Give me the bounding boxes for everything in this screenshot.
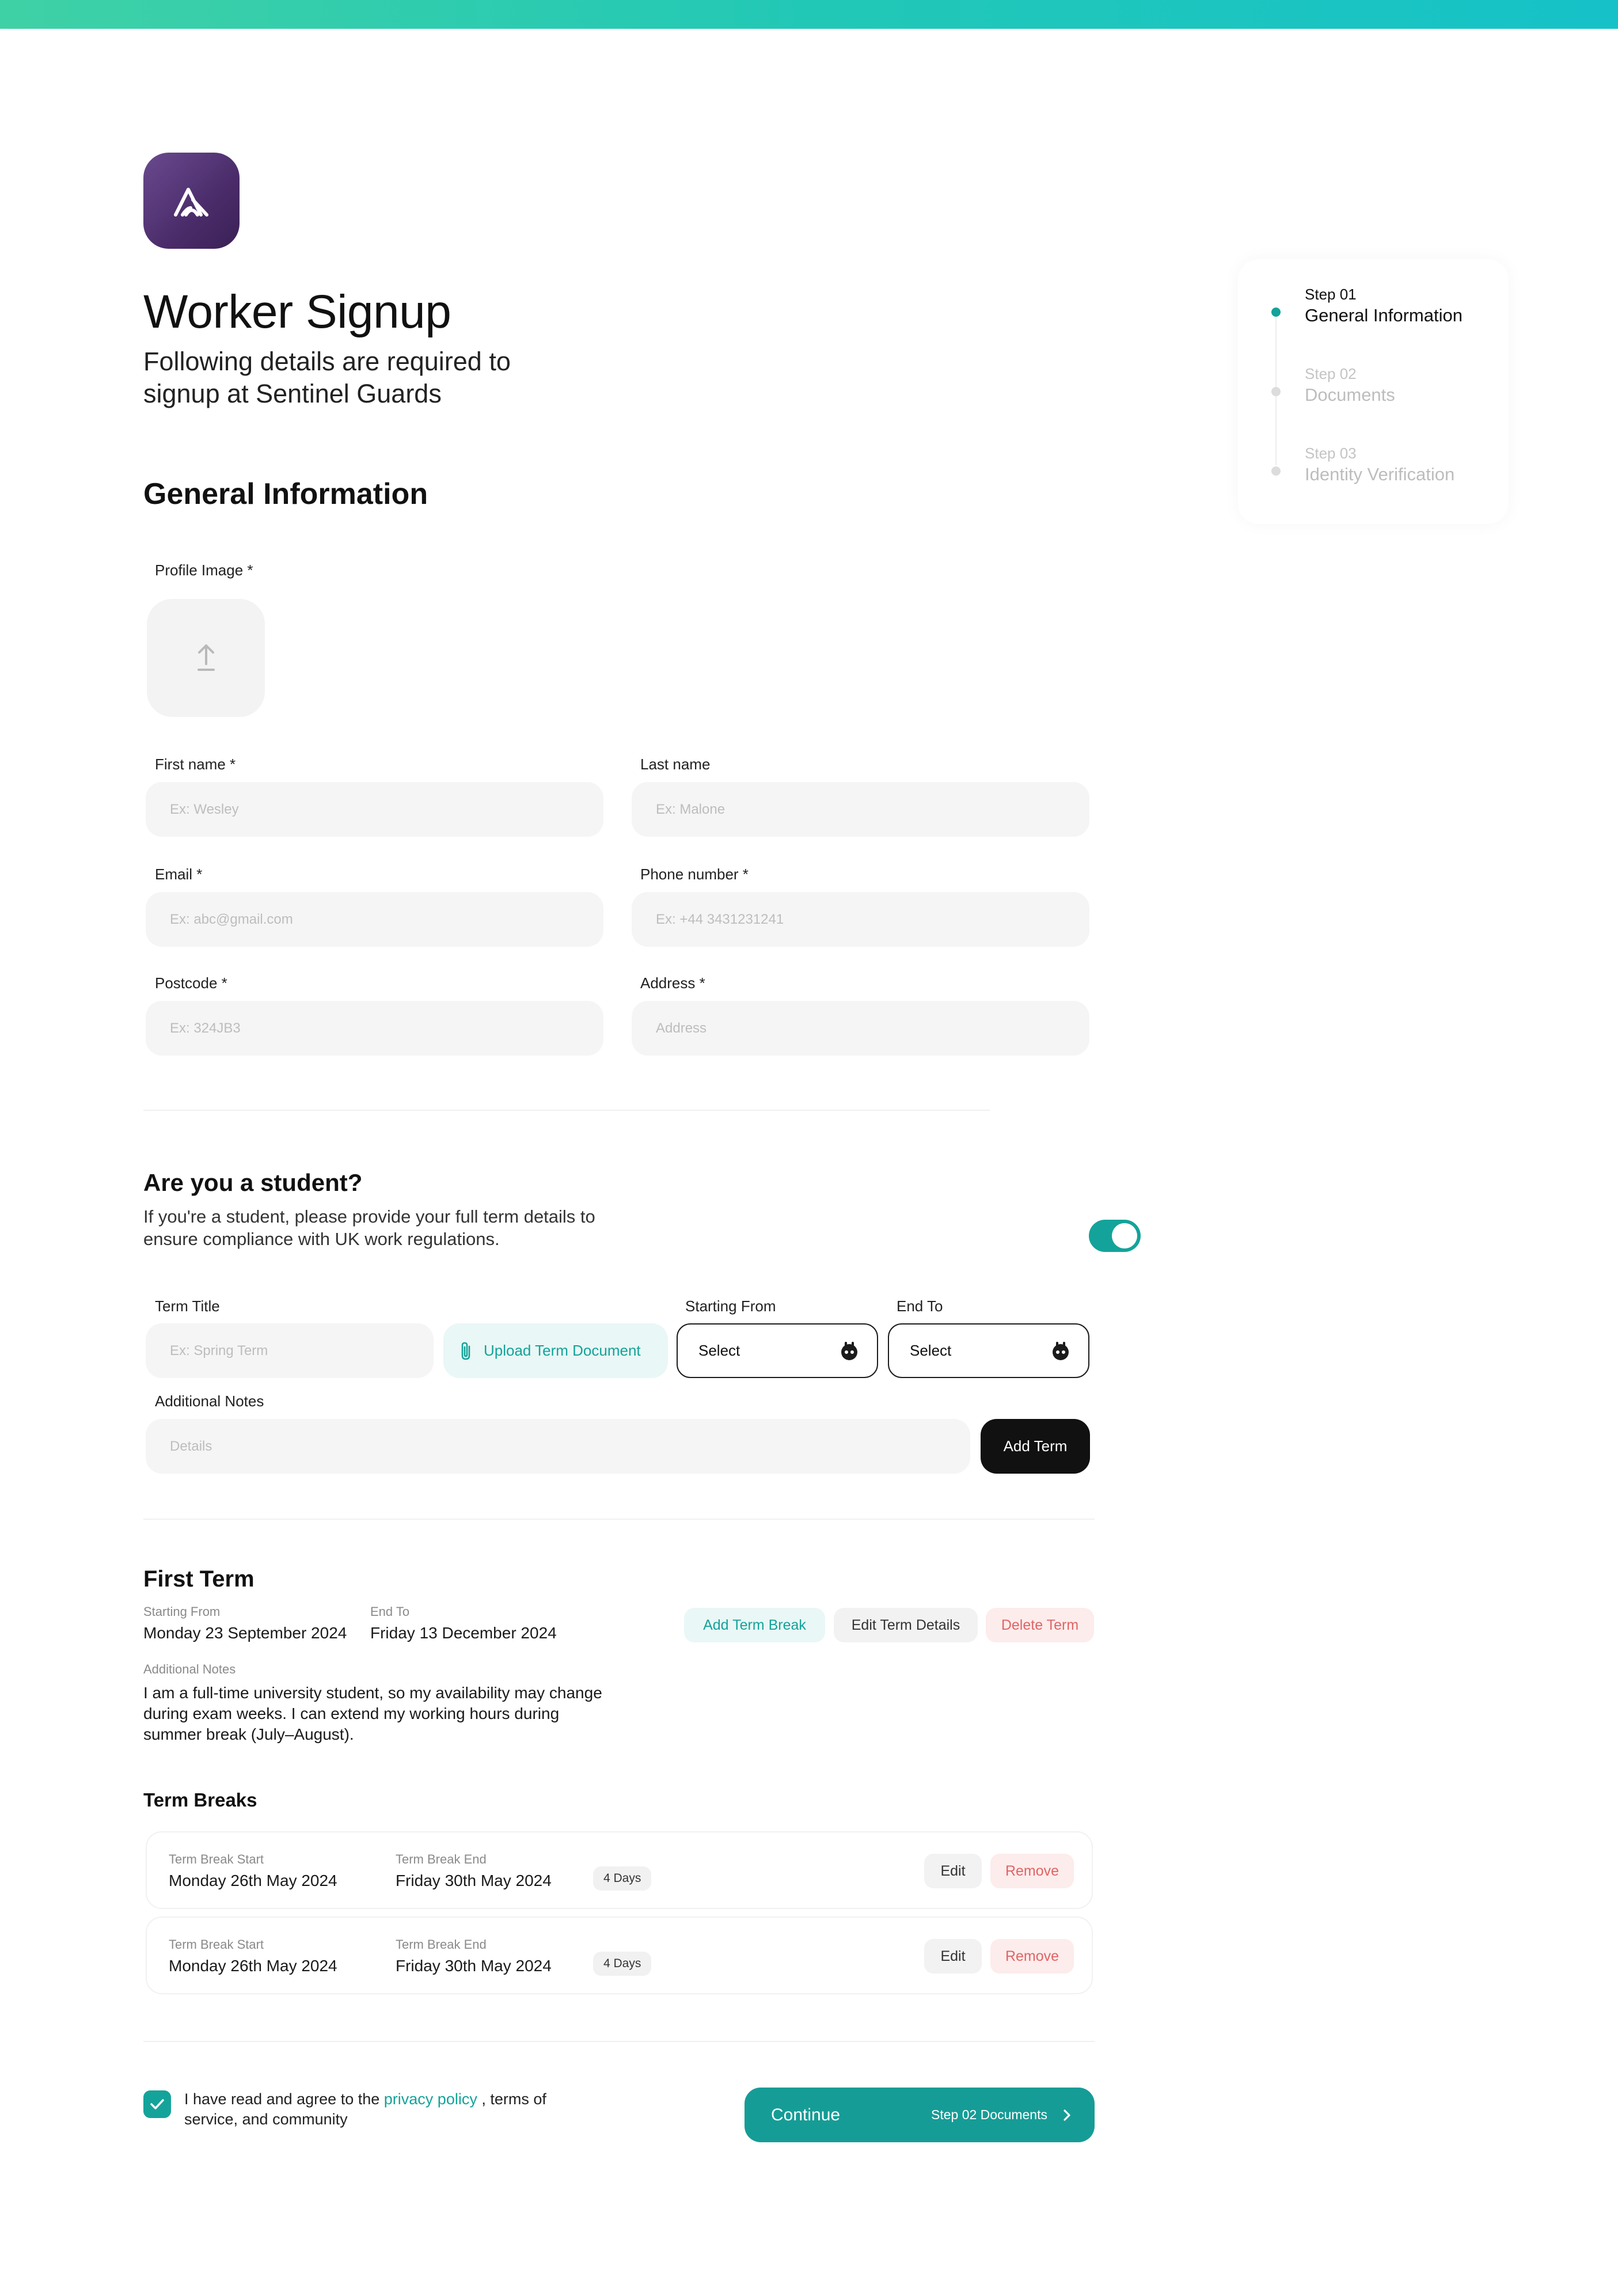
postcode-input[interactable]: Ex: 324JB3	[146, 1001, 603, 1056]
term-break-end-label: Term Break End	[396, 1937, 487, 1952]
section-divider	[143, 1519, 1095, 1520]
phone-input[interactable]: Ex: +44 3431231241	[632, 892, 1089, 947]
step-01-label[interactable]: General Information	[1305, 305, 1463, 325]
term-break-card	[146, 1831, 1093, 1909]
term-starting-from-value: Monday 23 September 2024	[143, 1624, 347, 1642]
edit-term-details-button[interactable]: Edit Term Details	[834, 1608, 978, 1642]
first-name-label: First name *	[155, 756, 236, 773]
step-01-dot	[1271, 308, 1281, 317]
add-term-break-button[interactable]: Add Term Break	[684, 1608, 825, 1642]
step-02-label[interactable]: Documents	[1305, 385, 1395, 405]
student-heading: Are you a student?	[143, 1169, 363, 1196]
end-to-label: End To	[897, 1297, 943, 1315]
upload-arrow-icon	[196, 643, 216, 673]
paperclip-icon	[458, 1341, 473, 1361]
calendar-icon	[839, 1341, 860, 1361]
general-information-heading: General Information	[143, 477, 428, 511]
step-02-dot	[1271, 387, 1281, 396]
edit-break-button[interactable]: Edit	[924, 1854, 982, 1888]
add-term-button[interactable]: Add Term	[981, 1419, 1090, 1474]
student-toggle[interactable]	[1089, 1220, 1141, 1252]
term-break-end-label: Term Break End	[396, 1852, 487, 1866]
term-title-label: Term Title	[155, 1297, 220, 1315]
first-term-heading: First Term	[143, 1566, 255, 1592]
profile-image-label: Profile Image *	[155, 561, 253, 579]
email-label: Email *	[155, 866, 203, 883]
privacy-policy-link[interactable]: privacy policy	[383, 2090, 477, 2108]
remove-break-button[interactable]: Remove	[990, 1854, 1074, 1888]
address-input[interactable]: Address	[632, 1001, 1089, 1056]
term-breaks-heading: Term Breaks	[143, 1789, 257, 1811]
end-to-select[interactable]	[888, 1323, 1089, 1378]
sentinel-logo-icon	[143, 153, 240, 249]
starting-from-select[interactable]	[677, 1323, 878, 1378]
calendar-icon	[1050, 1341, 1071, 1361]
continue-label: Continue	[771, 2105, 841, 2124]
term-break-end-value: Friday 30th May 2024	[396, 1957, 552, 1975]
last-name-label: Last name	[640, 756, 711, 773]
toggle-knob	[1112, 1223, 1137, 1248]
agree-checkbox[interactable]	[143, 2090, 171, 2118]
logo-glyph	[168, 177, 216, 225]
phone-label: Phone number *	[640, 866, 749, 883]
step-03-label[interactable]: Identity Verification	[1305, 464, 1455, 484]
term-notes-label: Additional Notes	[143, 1662, 236, 1676]
term-break-end-value: Friday 30th May 2024	[396, 1872, 552, 1889]
agree-prefix: I have read and agree to the	[184, 2090, 380, 2108]
term-break-start-value: Monday 26th May 2024	[169, 1872, 337, 1889]
term-end-to-label: End To	[370, 1604, 410, 1619]
step-03-dot	[1271, 466, 1281, 476]
page-subtitle: Following details are required to signup at Sentinel Guards	[143, 347, 511, 408]
profile-image-upload[interactable]	[147, 599, 265, 717]
chevron-right-icon	[1062, 2108, 1072, 2122]
step-02-number: Step 02	[1305, 365, 1357, 382]
section-divider	[143, 1110, 990, 1111]
additional-notes-label: Additional Notes	[155, 1392, 264, 1410]
continue-button[interactable]	[745, 2088, 1095, 2142]
starting-from-value: Select	[698, 1342, 740, 1359]
agree-suffix: , terms of service, and community	[184, 2090, 546, 2128]
days-badge: 4 Days	[593, 1952, 651, 1976]
term-break-start-label: Term Break Start	[169, 1937, 264, 1952]
term-break-start-value: Monday 26th May 2024	[169, 1957, 337, 1975]
term-title-input[interactable]: Ex: Spring Term	[146, 1323, 434, 1378]
term-break-start-label: Term Break Start	[169, 1852, 264, 1866]
remove-break-button[interactable]: Remove	[990, 1939, 1074, 1974]
edit-break-button[interactable]: Edit	[924, 1939, 982, 1974]
postcode-label: Postcode *	[155, 974, 227, 992]
step-03-number: Step 03	[1305, 445, 1357, 462]
page-title: Worker Signup	[143, 286, 451, 338]
upload-term-document-label: Upload Term Document	[484, 1342, 641, 1359]
address-label: Address *	[640, 974, 705, 992]
checkmark-icon	[149, 2098, 165, 2111]
student-description: If you're a student, please provide your full term details to ensure compliance with UK work regulations.	[143, 1206, 595, 1249]
starting-from-label: Starting From	[685, 1297, 776, 1315]
days-badge: 4 Days	[593, 1866, 651, 1891]
term-end-to-value: Friday 13 December 2024	[370, 1624, 557, 1642]
term-notes-text: I am a full-time university student, so my availability may change during exam weeks. I can extend my working hours during summer break (July–August).	[143, 1684, 602, 1743]
signup-stepper	[1238, 259, 1509, 524]
agree-text	[184, 2089, 587, 2130]
additional-notes-input[interactable]: Details	[146, 1419, 970, 1474]
top-gradient-bar	[0, 0, 1618, 29]
upload-term-document-button[interactable]	[443, 1323, 668, 1378]
continue-next-step: Step 02 Documents	[930, 2107, 1047, 2122]
last-name-input[interactable]: Ex: Malone	[632, 782, 1089, 837]
step-01-number: Step 01	[1305, 286, 1357, 303]
term-break-card	[146, 1917, 1093, 1994]
section-divider	[143, 2041, 1095, 2042]
email-field[interactable]: Ex: abc@gmail.com	[146, 892, 603, 947]
end-to-value: Select	[910, 1342, 952, 1359]
term-starting-from-label: Starting From	[143, 1604, 221, 1619]
delete-term-button[interactable]: Delete Term	[986, 1608, 1094, 1642]
first-name-input[interactable]: Ex: Wesley	[146, 782, 603, 837]
